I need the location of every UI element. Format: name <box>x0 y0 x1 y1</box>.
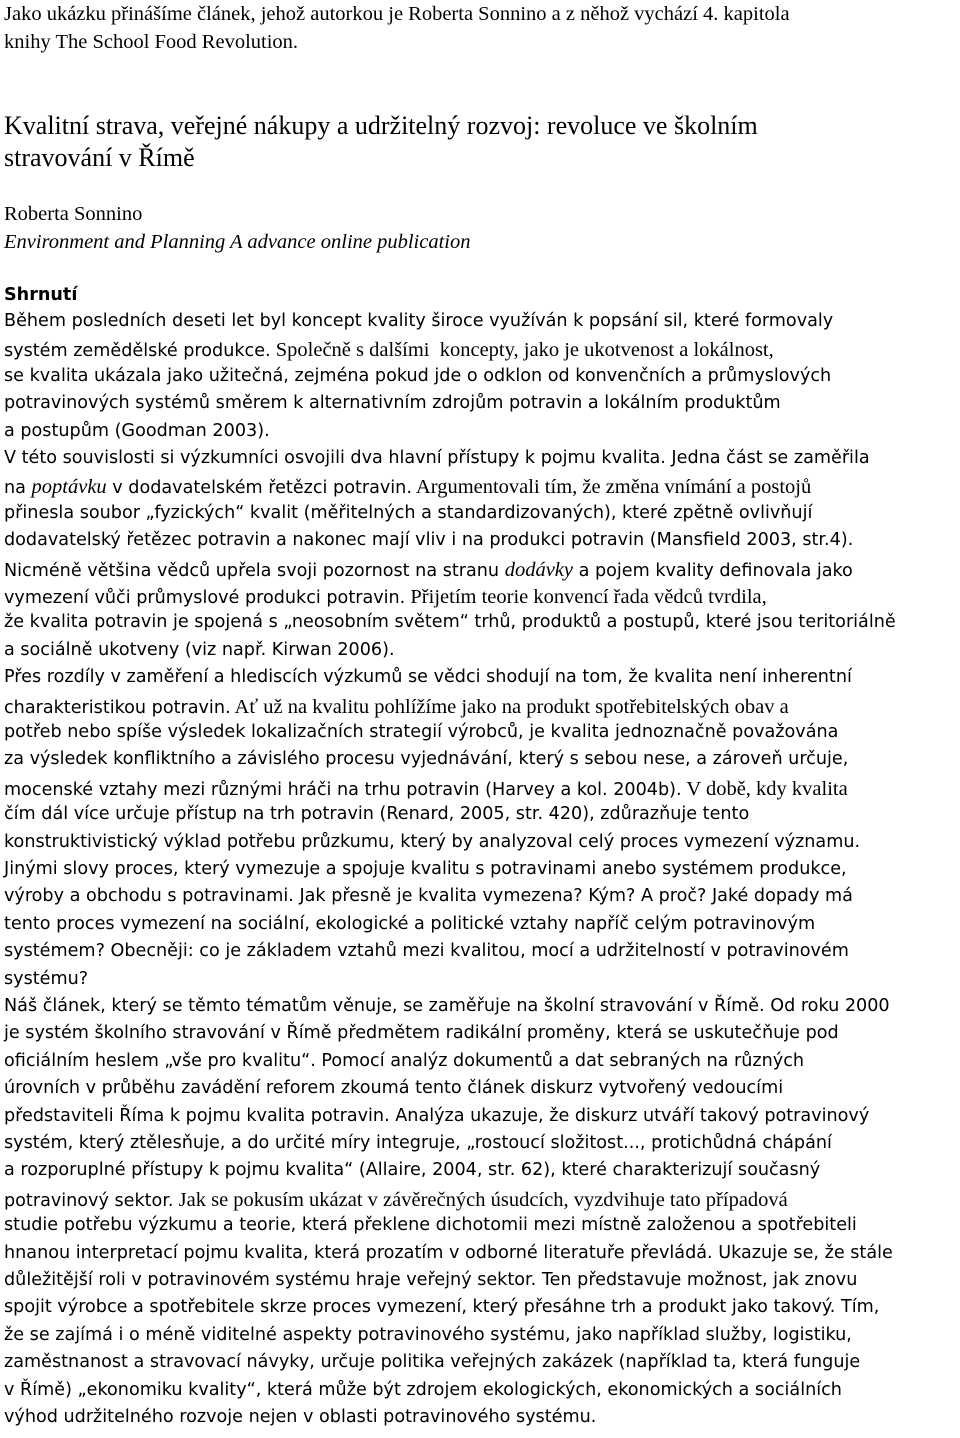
body-line <box>4 968 89 989</box>
emphasis-text: dodávky <box>504 558 573 581</box>
body-text: Náš článek, který se těmto tématům věnuje, se zaměřuje na školní stravování v Římě. Od roku 2000 <box>4 996 890 1016</box>
body-line <box>4 1105 870 1126</box>
body-text: představiteli Říma k pojmu kvalita potravin. Analýza ukazuje, že diskurz utváří takový potravinový <box>4 1105 870 1126</box>
body-line <box>4 1162 820 1180</box>
body-text: studie potřebu výzkumu a teorie, která překlene dichotomii mezi místně založenou a spotřebiteli <box>4 1215 857 1236</box>
body-text: dodavatelský řetězec potravin a nakonec mají vliv i na produkci potravin (Mansfield 2003, str.4). <box>4 530 854 551</box>
body-text: výhod udržitelného rozvoje nejen v oblasti potravinového systému. <box>4 1407 597 1427</box>
body-line <box>4 502 813 523</box>
body-line <box>4 888 853 906</box>
body-text: potřeb nebo spíše výsledek lokalizačních strategií výrobců, je kvalita jednoznačně považována <box>4 722 839 742</box>
body-line <box>4 1135 832 1153</box>
body-text: za výsledek konfliktního a závislého procesu vyjednávání, který s sebou nese, a zároveň určuje, <box>4 749 849 770</box>
body-text-serif: Jak se pokusím ukázat v závěrečných úsudcích, vyzdvihuje tato případová <box>173 1188 788 1211</box>
body-text: Přes rozdíly v zaměření a hlediscích výzkumů se vědci shodují na tom, že kvalita není inherentní <box>4 667 852 688</box>
publication-source: Environment and Planning A advance online publication <box>4 231 471 253</box>
body-line <box>4 1272 857 1290</box>
body-line <box>4 1324 852 1345</box>
body-text: úrovních v průběhu zavádění reforem zkoumá tento článek diskurz vytvořený vedoucími <box>4 1078 784 1099</box>
body-line <box>4 1217 857 1235</box>
body-text: zaměstnanost a stravovací návyky, určuje politika veřejných zakázek (například ta, která funguje <box>4 1352 861 1373</box>
body-line <box>4 560 853 581</box>
body-text-serif: Argumentovali tím, že změna vnímání a postojů <box>411 476 812 499</box>
body-text: systém, který ztělesňuje, a do určité míry integruje, „rostoucí složitost..., protichůdná chápání <box>4 1133 832 1153</box>
body-line <box>4 831 861 852</box>
body-line <box>4 420 270 441</box>
body-text: oficiálním heslem „vše pro kvalitu“. Pomocí analýz dokumentů a dat sebraných na různých <box>4 1050 805 1071</box>
body-text: a sociálně ukotveny (viz např. Kirwan 2006). <box>4 639 395 660</box>
body-text: Nicméně většina vědců upřela svoji pozornost na stranu <box>4 560 505 581</box>
body-line <box>4 751 848 769</box>
intro-line-2: knihy The School Food Revolution. <box>4 31 299 53</box>
body-line <box>4 1299 879 1317</box>
body-text: a rozporuplné přístupy k pojmu kvalita“ (Allaire, 2004, str. 62), které charakterizují současný <box>4 1160 821 1181</box>
body-text: vymezení vůči průmyslové produkci potravin. <box>4 588 406 608</box>
body-text: výroby a obchodu s potravinami. Jak přesně je kvalita vymezena? Kým? A proč? Jaké dopady má <box>4 886 853 907</box>
body-line <box>4 779 848 800</box>
body-text-serif: Ať už na kvalitu pohlížíme jako na produkt spotřebitelských obav a <box>230 695 789 718</box>
body-text: a pojem kvality definovala jako <box>572 560 853 581</box>
body-line <box>4 450 870 468</box>
body-line <box>4 806 749 824</box>
article-title-line-2: stravování v Římě <box>4 143 195 172</box>
body-text: na <box>4 478 32 499</box>
body-text: systémem? Obecněji: co je základem vztahů mezi kvalitou, mocí a udržitelností v potravinovém <box>4 941 849 962</box>
body-text: mocenské vztahy mezi různými hráči na trhu potravin (Harvey a kol. 2004b). <box>4 779 682 800</box>
body-text: hnanou interpretací pojmu kvalita, která prozatím v odborné literatuře převládá. Ukazuje se, že stále <box>4 1242 893 1263</box>
body-line <box>4 639 395 660</box>
body-text: a postupům (Goodman 2003). <box>4 420 270 441</box>
body-text: systému? <box>4 968 89 989</box>
body-text: je systém školního stravování v Římě předmětem radikální proměny, která se uskutečňuje pod <box>4 1023 839 1044</box>
body-text: v Římě) „ekonomiku kvality“, která může být zdrojem ekologických, ekonomických a sociálních <box>4 1379 842 1400</box>
body-line <box>4 913 816 934</box>
body-text: čím dál více určuje přístup na trh potravin (Renard, 2005, str. 420), zdůrazňuje tento <box>4 804 750 825</box>
body-text: systém zemědělské produkce. <box>4 341 271 362</box>
body-text: Jinými slovy proces, který vymezuje a spojuje kvalitu s potravinami anebo systémem produkce, <box>4 859 847 879</box>
body-line <box>4 614 896 632</box>
body-line <box>4 1354 860 1372</box>
body-line <box>4 943 849 961</box>
body-line <box>4 1190 788 1211</box>
body-line <box>4 532 853 550</box>
body-line <box>4 1050 805 1071</box>
article-title-line-1: Kvalitní strava, veřejné nákupy a udržitelný rozvoj: revoluce ve školním <box>4 111 758 140</box>
body-text: že kvalita potravin je spojená s „neosobním světem“ trhů, produktů a postupů, které jsou teritoriálně <box>4 612 896 633</box>
body-text: charakteristikou potravin. <box>4 697 231 718</box>
body-line <box>4 1080 783 1098</box>
body-line <box>4 587 767 608</box>
body-text: že se zajímá i o méně viditelné aspekty potravinového systému, jako například služby, logistiku, <box>4 1324 852 1345</box>
body-text: potravinových systémů směrem k alternativním zdrojům potravin a lokálním produktům <box>4 393 781 414</box>
body-text: se kvalita ukázala jako užitečná, zejména pokud jde o odklon od konvenčních a průmyslových <box>4 365 832 386</box>
body-text: důležitější roli v potravinovém systému hraje veřejný sektor. Ten představuje možnost, jak znovu <box>4 1270 858 1290</box>
body-line <box>4 477 811 498</box>
body-text: tento proces vymezení na sociální, ekologické a politické vztahy napříč celým potravinovým <box>4 913 816 934</box>
body-line <box>4 998 890 1016</box>
summary-heading: Shrnutí <box>4 285 78 305</box>
body-line <box>4 724 838 742</box>
body-text: spojit výrobce a spotřebitele skrze proces vymezení, který přesáhne trh a produkt jako takový. Tím, <box>4 1297 880 1318</box>
body-line <box>4 669 852 687</box>
body-line <box>4 1379 842 1400</box>
body-text: V této souvislosti si výzkumníci osvojili dva hlavní přístupy k pojmu kvalita. Jedna část se zaměřila <box>4 448 870 468</box>
body-line <box>4 697 789 718</box>
emphasis-text: poptávku <box>31 476 107 499</box>
body-text: konstruktivistický výklad potřebu průzkumu, který by analyzoval celý proces vymezení významu. <box>4 831 861 852</box>
body-text: Během posledních deseti let byl koncept kvality široce využíván k popsání sil, které formovaly <box>4 311 834 331</box>
body-text: v dodavatelském řetězci potravin. <box>106 478 412 499</box>
body-line <box>4 365 832 386</box>
body-line <box>4 1409 596 1427</box>
body-text-serif: Přijetím teorie konvencí řada vědců tvrdila, <box>405 586 767 608</box>
author-name: Roberta Sonnino <box>4 203 143 225</box>
body-line <box>4 313 833 331</box>
body-line <box>4 861 847 879</box>
body-text-serif: Společně s dalšími koncepty, jako je ukotvenost a lokálnost, <box>270 339 774 362</box>
body-text-serif: V době, kdy kvalita <box>681 777 848 800</box>
intro-line-1: Jako ukázku přinášíme článek, jehož autorkou je Roberta Sonnino a z něhož vychází 4. kapitola <box>4 3 790 25</box>
body-line <box>4 1025 839 1043</box>
body-line <box>4 395 781 413</box>
body-line <box>4 1242 893 1263</box>
body-text: potravinový sektor. <box>4 1190 174 1211</box>
body-line <box>4 340 774 361</box>
body-text: přinesla soubor „fyzických“ kvalit (měřitelných a standardizovaných), které zpětně ovlivňují <box>4 502 813 523</box>
